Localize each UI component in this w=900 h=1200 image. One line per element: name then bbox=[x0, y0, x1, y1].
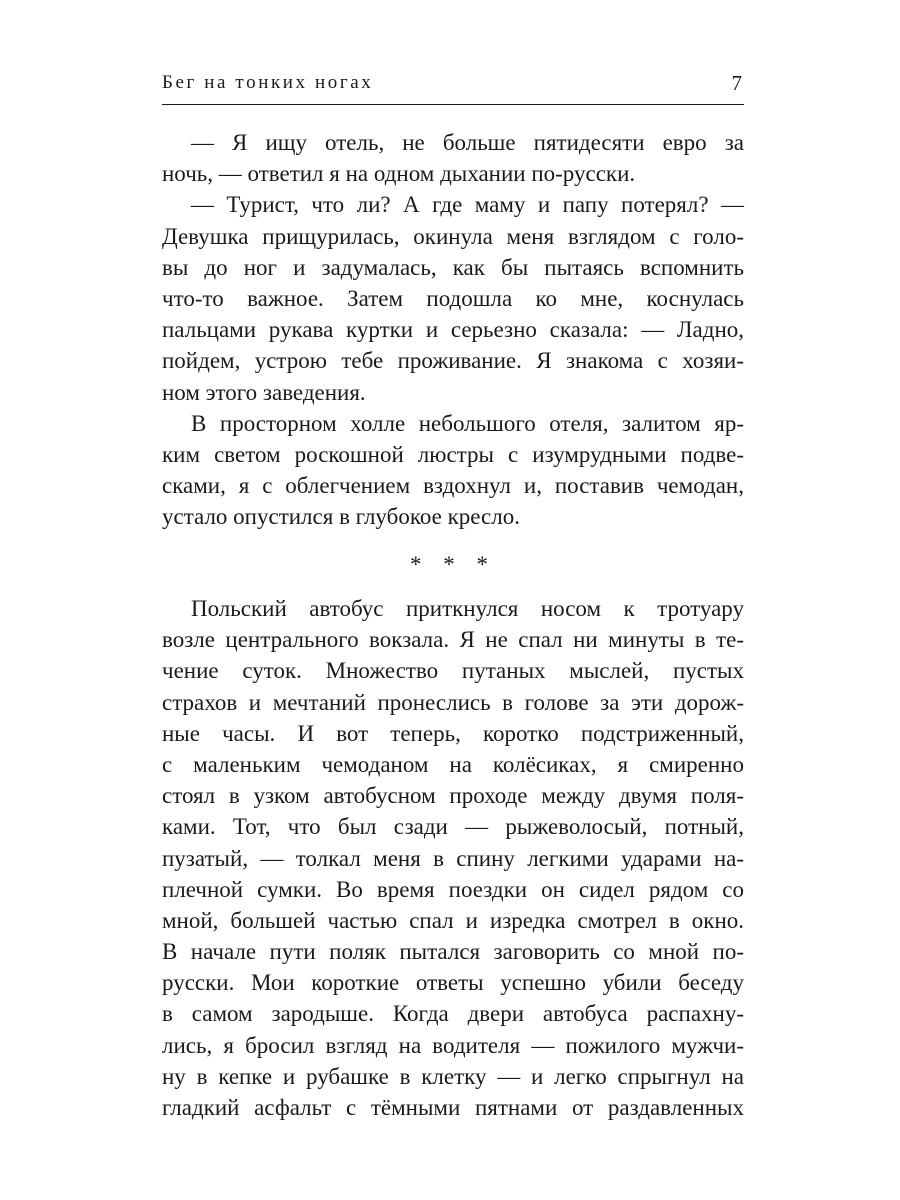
text-line: В начале пути поляк пытался заговорить со мной по- bbox=[162, 939, 744, 965]
paragraph bbox=[162, 408, 744, 533]
paragraph bbox=[162, 127, 744, 189]
text-line: пальцами рукава куртки и серьезно сказала: — Ладно, bbox=[162, 317, 744, 343]
running-head bbox=[162, 68, 744, 98]
text-line: мной, большей частью спал и изредка смотрел в окно. bbox=[162, 907, 744, 933]
text-block-before-break bbox=[162, 127, 744, 532]
text-line: Польский автобус приткнулся носом к тротуару bbox=[191, 596, 744, 621]
text-line: сками, я с облегчением вздохнул и, поставив чемодан, bbox=[162, 473, 744, 499]
text-line: чение суток. Множество путаных мыслей, пустых bbox=[162, 658, 744, 684]
text-line: ночь, — ответил я на одном дыхании по-русски. bbox=[162, 161, 636, 187]
text-line: ками. Тот, что был сзади — рыжеволосый, потный, bbox=[162, 814, 744, 840]
text-line: — Турист, что ли? А где маму и папу потерял? — bbox=[191, 192, 744, 218]
paragraph bbox=[162, 593, 744, 1123]
text-line: пузатый, — толкал меня в спину легкими ударами на- bbox=[162, 845, 744, 871]
text-line: вы до ног и задумалась, как бы пытаясь вспомнить bbox=[162, 254, 744, 280]
text-block-after-break bbox=[162, 593, 744, 1123]
text-line: с маленьким чемоданом на колёсиках, я смиренно bbox=[162, 751, 744, 777]
text-line: русски. Мои короткие ответы успешно убили беседу bbox=[162, 970, 744, 996]
text-line: Девушка прищурилась, окинула меня взглядом с голо- bbox=[162, 223, 744, 249]
page-number: 7 bbox=[731, 71, 742, 95]
text-line: плечной сумки. Во время поездки он сидел рядом со bbox=[162, 876, 744, 902]
text-line: страхов и мечтаний пронеслись в голове за эти дорож- bbox=[162, 689, 744, 715]
text-line: — Я ищу отель, не больше пятидесяти евро за bbox=[191, 130, 744, 155]
scene-break: * * * bbox=[410, 552, 496, 577]
text-line: ну в кепке и рубашке в клетку — и легко спрыгнул на bbox=[162, 1063, 744, 1089]
text-line: ким светом роскошной люстры с изумрудными подве- bbox=[162, 441, 744, 467]
text-line: пойдем, устрою тебе проживание. Я знакома с хозяи- bbox=[162, 348, 744, 374]
text-line: лись, я бросил взгляд на водителя — пожилого мужчи- bbox=[162, 1032, 744, 1058]
text-line: ные часы. И вот теперь, коротко подстриженный, bbox=[162, 720, 744, 746]
text-line: стоял в узком автобусном проходе между двумя поля- bbox=[162, 783, 744, 809]
text-line: возле центрального вокзала. Я не спал ни минуты в те- bbox=[162, 627, 744, 653]
text-line: в самом зародыше. Когда двери автобуса распахну- bbox=[162, 1001, 744, 1027]
text-line: устало опустился в глубокое кресло. bbox=[162, 504, 520, 530]
text-line: ном этого заведения. bbox=[162, 379, 366, 405]
text-line: гладкий асфальт с тёмными пятнами от раздавленных bbox=[162, 1095, 744, 1120]
text-line: что-то важное. Затем подошла ко мне, коснулась bbox=[162, 285, 744, 311]
paragraph bbox=[162, 189, 744, 407]
header-rule bbox=[162, 104, 744, 105]
text-line: В просторном холле небольшого отеля, залитом яр- bbox=[191, 410, 744, 436]
running-title: Бег на тонких ногах bbox=[162, 72, 374, 93]
